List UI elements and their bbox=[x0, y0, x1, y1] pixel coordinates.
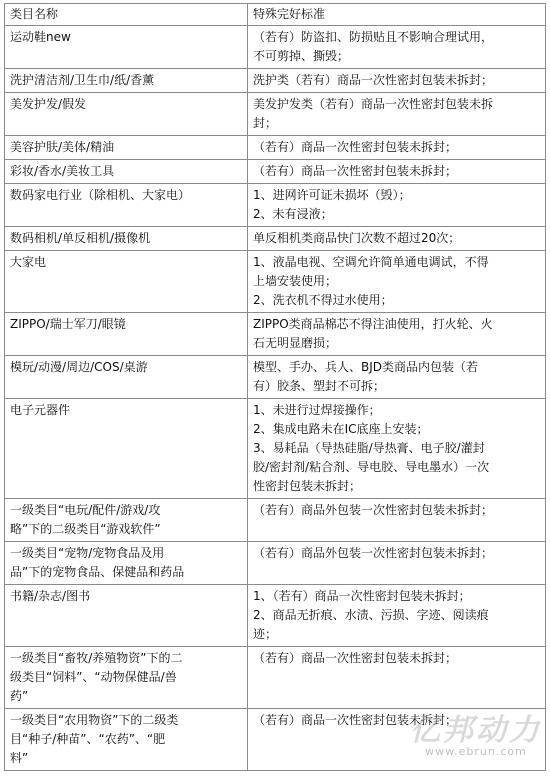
standard-cell bbox=[248, 313, 546, 356]
table-row bbox=[5, 542, 546, 585]
table-row bbox=[5, 251, 546, 313]
standard-cell-line: 迹； bbox=[253, 627, 278, 641]
category-cell-line: 数码家电行业（除相机、大家电） bbox=[10, 188, 191, 202]
standards-table bbox=[4, 3, 546, 771]
standard-cell bbox=[248, 585, 546, 647]
category-cell-line: 彩妆/香水/美妆工具 bbox=[10, 164, 115, 178]
category-cell-line: 运动鞋new bbox=[10, 30, 71, 44]
category-cell-line: 美发护发/假发 bbox=[10, 97, 87, 111]
table-row bbox=[5, 184, 546, 227]
standard-cell-line: 性密封包装未拆封； bbox=[253, 479, 362, 493]
standard-cell-line: 1、进网许可证未损坏（毁）； bbox=[253, 188, 411, 202]
standard-cell-line: 2、未有浸液； bbox=[253, 207, 333, 221]
table-row bbox=[5, 399, 546, 499]
table-row bbox=[5, 313, 546, 356]
table-row bbox=[5, 136, 546, 160]
standard-cell-line: （若有）商品外包装一次性密封包装未拆封； bbox=[253, 503, 494, 517]
category-cell bbox=[5, 93, 248, 136]
standard-cell-line: 封； bbox=[253, 116, 278, 130]
watermark-url: www.ebrun.com bbox=[425, 745, 527, 758]
category-cell bbox=[5, 160, 248, 184]
category-cell bbox=[5, 585, 248, 647]
standard-cell-line: 美发护发类（若有）商品一次性密封包装未拆 bbox=[253, 97, 494, 111]
category-cell bbox=[5, 499, 248, 542]
category-cell-line: ZIPPO/瑞士军刀/眼镜 bbox=[10, 317, 126, 331]
standard-cell bbox=[248, 356, 546, 399]
standard-cell-line: 2、洗衣机不得过水使用； bbox=[253, 293, 393, 307]
standard-cell-line: 1、液晶电视、空调允许简单通电调试，不得 bbox=[253, 255, 489, 269]
category-cell bbox=[5, 69, 248, 93]
standard-cell-line: （若有）商品外包装一次性密封包装未拆封； bbox=[253, 546, 494, 560]
standard-cell-line: 胶/密封剂/粘合剂、导电胶、导电墨水）一次 bbox=[253, 460, 490, 474]
standard-cell-line: 2、商品无折痕、水渍、污损、字迹、阅读痕 bbox=[253, 608, 489, 622]
standard-cell-line: （若有）商品一次性密封包装未拆封； bbox=[253, 164, 458, 178]
category-cell-line: 电子元器件 bbox=[10, 403, 71, 417]
standard-cell-line: 2、集成电路未在IC底座上安装； bbox=[253, 422, 429, 436]
standard-cell bbox=[248, 136, 546, 160]
category-cell bbox=[5, 647, 248, 709]
category-cell-line: 一级类目“宠物/宠物食品及用 bbox=[10, 546, 165, 560]
header-category: 类目名称 bbox=[5, 4, 248, 26]
category-cell-line: 洗护清洁剂/卫生巾/纸/香薰 bbox=[10, 73, 155, 87]
watermark-logo: 亿邦动力 bbox=[410, 713, 542, 748]
standard-cell bbox=[248, 26, 546, 69]
category-cell bbox=[5, 251, 248, 313]
standard-cell bbox=[248, 227, 546, 251]
table-row bbox=[5, 227, 546, 251]
category-cell-line: 一级类目“农用物资”下的二级类 bbox=[10, 713, 179, 727]
category-cell bbox=[5, 356, 248, 399]
category-cell bbox=[5, 542, 248, 585]
category-cell bbox=[5, 184, 248, 227]
standard-cell-line: （若有）商品一次性密封包装未拆封； bbox=[253, 651, 458, 665]
standard-cell-line: （若有）防盗扣、防损贴且不影响合理试用， bbox=[253, 30, 494, 44]
table-row bbox=[5, 26, 546, 69]
standard-cell-line: 不可剪掉、撕毁； bbox=[253, 49, 350, 63]
table-row bbox=[5, 647, 546, 709]
standard-cell-line: 1、未进行过焊接操作； bbox=[253, 403, 381, 417]
category-cell-line: 目“种子/种苗”、“农药”、“肥 bbox=[10, 732, 166, 746]
standard-cell bbox=[248, 184, 546, 227]
table-header-row bbox=[5, 4, 546, 26]
standard-cell-line: 上墙安装使用； bbox=[253, 274, 338, 288]
standard-cell bbox=[248, 499, 546, 542]
category-cell-line: 级类目“饲料”、“动物保健品/兽 bbox=[10, 670, 177, 684]
standard-cell bbox=[248, 399, 546, 499]
category-cell-line: 数码相机/单反相机/摄像机 bbox=[10, 231, 151, 245]
standard-cell-line: 有）胶条、塑封不可拆； bbox=[253, 379, 386, 393]
table-row bbox=[5, 499, 546, 542]
standard-cell bbox=[248, 251, 546, 313]
standard-cell-line: 单反相机类商品快门次数不超过20次； bbox=[253, 231, 461, 245]
category-cell-line: 书籍/杂志/图书 bbox=[10, 589, 91, 603]
category-cell-line: 美容护肤/美体/精油 bbox=[10, 140, 115, 154]
category-cell-line: 药” bbox=[10, 689, 29, 703]
table-row bbox=[5, 69, 546, 93]
category-cell bbox=[5, 313, 248, 356]
standard-cell-line: 洗护类（若有）商品一次性密封包装未拆封； bbox=[253, 73, 494, 87]
category-cell bbox=[5, 136, 248, 160]
standard-cell bbox=[248, 93, 546, 136]
watermark bbox=[410, 705, 542, 758]
category-cell bbox=[5, 399, 248, 499]
table-row bbox=[5, 356, 546, 399]
standard-cell-line: 1、（若有）商品一次性密封包装未拆封； bbox=[253, 589, 471, 603]
category-cell-line: 一级类目“畜牧/养殖物资”下的二 bbox=[10, 651, 183, 665]
standard-cell bbox=[248, 160, 546, 184]
category-cell-line: 料” bbox=[10, 751, 29, 765]
standard-cell-line: （若有）商品一次性密封包装未拆封； bbox=[253, 140, 458, 154]
category-cell-line: 一级类目“电玩/配件/游戏/攻 bbox=[10, 503, 161, 517]
standard-cell-line: （若有）商品一次性密封包装未拆封； bbox=[253, 713, 458, 727]
header-standard: 特殊完好标准 bbox=[248, 4, 546, 26]
standard-cell-line: ZIPPO类商品棉芯不得注油使用，打火轮、火 bbox=[253, 317, 493, 331]
table-row bbox=[5, 93, 546, 136]
standard-cell-line: 石无明显磨损； bbox=[253, 336, 338, 350]
category-cell bbox=[5, 26, 248, 69]
standard-cell-line: 3、易耗品（导热硅脂/导热膏、电子胶/灌封 bbox=[253, 441, 485, 455]
category-cell-line: 模玩/动漫/周边/COS/桌游 bbox=[10, 360, 148, 374]
table-row bbox=[5, 160, 546, 184]
category-cell-line: 品”下的宠物食品、保健品和药品 bbox=[10, 565, 185, 579]
category-cell bbox=[5, 709, 248, 771]
standard-cell bbox=[248, 542, 546, 585]
standard-cell bbox=[248, 69, 546, 93]
standard-cell-line: 模型、手办、兵人、BJD类商品内包装（若 bbox=[253, 360, 479, 374]
table-row bbox=[5, 585, 546, 647]
category-cell bbox=[5, 227, 248, 251]
category-cell-line: 大家电 bbox=[10, 255, 47, 269]
category-cell-line: 略”下的二级类目“游戏软件” bbox=[10, 522, 161, 536]
standard-cell bbox=[248, 647, 546, 709]
